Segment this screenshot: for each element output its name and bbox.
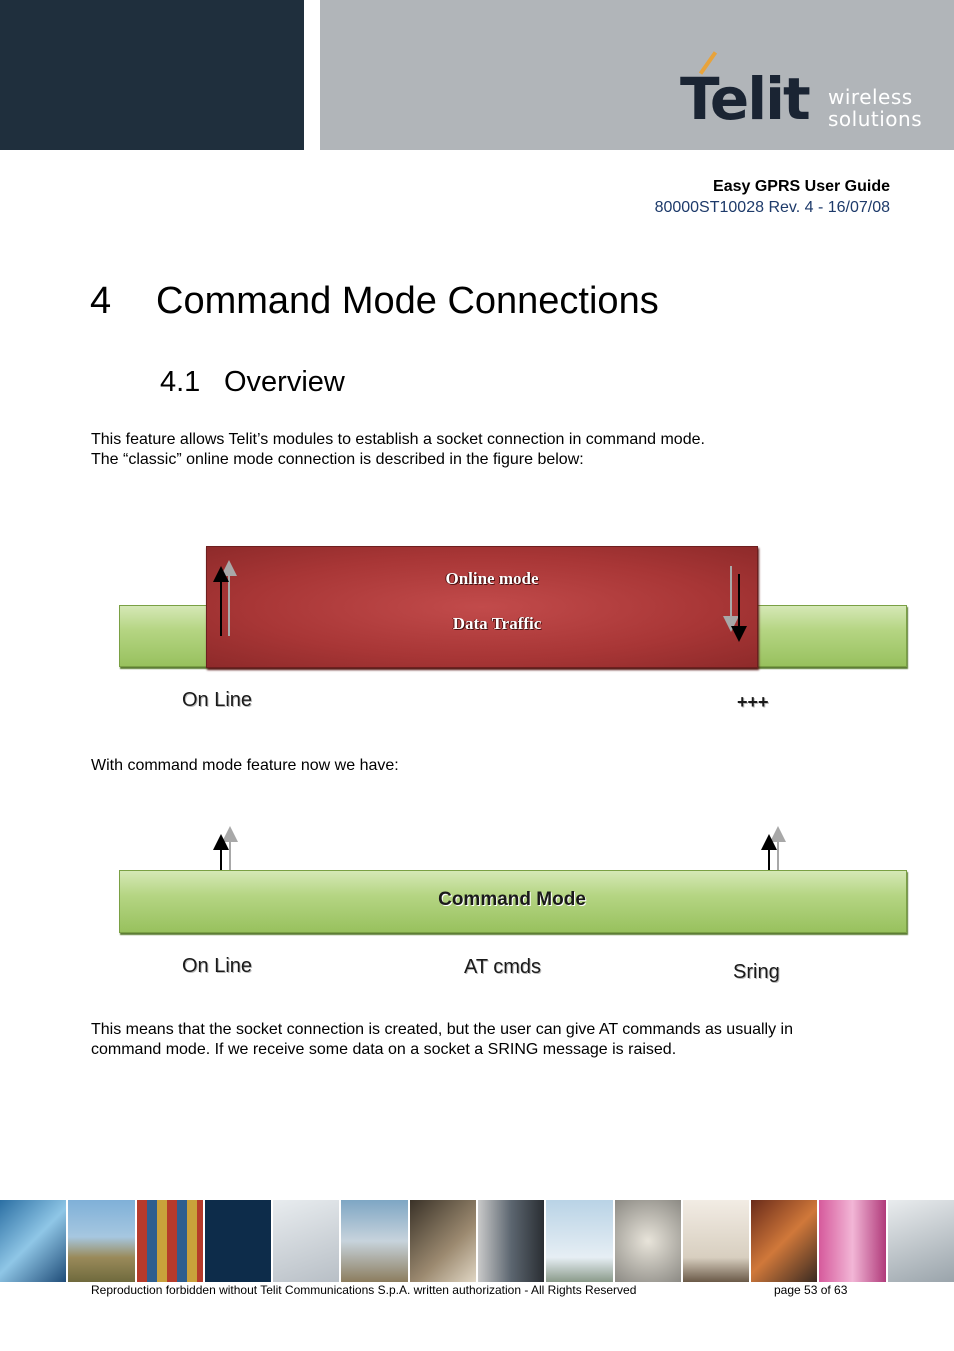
fig1-online-label: On Line xyxy=(182,689,253,711)
photo-room xyxy=(683,1200,749,1282)
fig2-online-label: On Line xyxy=(182,955,253,977)
command-mode-label: Command Mode xyxy=(438,889,586,910)
footer-photo-strip xyxy=(0,1200,954,1282)
photo-train xyxy=(751,1200,817,1282)
fig2-at-cmds-label: AT cmds xyxy=(464,956,542,978)
intro-line-2: The “classic” online mode connection is described in the figure below: xyxy=(91,451,584,468)
online-mode-label: Online mode xyxy=(445,569,539,588)
photo-vending xyxy=(478,1200,544,1282)
telit-logo: Telit xyxy=(680,65,809,133)
photo-card-reader xyxy=(410,1200,476,1282)
section-number: 4.1 xyxy=(160,366,201,398)
footer-page-number: page 53 of 63 xyxy=(774,1283,848,1297)
chapter-title: Command Mode Connections xyxy=(156,280,659,322)
logo-tagline-line2: solutions xyxy=(828,107,923,131)
photo-digital-clock xyxy=(205,1200,271,1282)
chapter-number: 4 xyxy=(90,280,112,322)
footer-copyright: Reproduction forbidden without Telit Communications S.p.A. written authorization - All Rights Reserved xyxy=(91,1283,637,1297)
photo-traffic xyxy=(0,1200,66,1282)
logo-tagline-line1: wireless xyxy=(828,85,913,109)
fig1-escape-label: +++ xyxy=(737,692,769,712)
photo-keyboard xyxy=(273,1200,339,1282)
photo-phone-booth xyxy=(68,1200,134,1282)
photo-cyclist xyxy=(341,1200,407,1282)
explanation-line-1: This means that the socket connection is created, but the user can give AT commands as usually in xyxy=(91,1021,793,1038)
photo-pink-panels xyxy=(819,1200,885,1282)
photo-wind-turbines xyxy=(546,1200,612,1282)
section-title: Overview xyxy=(224,366,345,398)
explanation-line-2: command mode. If we receive some data on a socket a SRING message is raised. xyxy=(91,1041,677,1058)
intro-line-1: This feature allows Telit’s modules to establish a socket connection in command mode. xyxy=(91,431,705,448)
command-mode-intro: With command mode feature now we have: xyxy=(91,757,399,774)
photo-security-camera xyxy=(888,1200,954,1282)
explanation-paragraph xyxy=(91,1020,891,1060)
document-title: Easy GPRS User Guide xyxy=(713,178,890,195)
document-revision: 80000ST10028 Rev. 4 - 16/07/08 xyxy=(654,199,890,216)
fig2-sring-label: Sring xyxy=(733,961,780,983)
photo-containers xyxy=(137,1200,203,1282)
photo-meter xyxy=(615,1200,681,1282)
data-traffic-label: Data Traffic xyxy=(452,614,542,633)
